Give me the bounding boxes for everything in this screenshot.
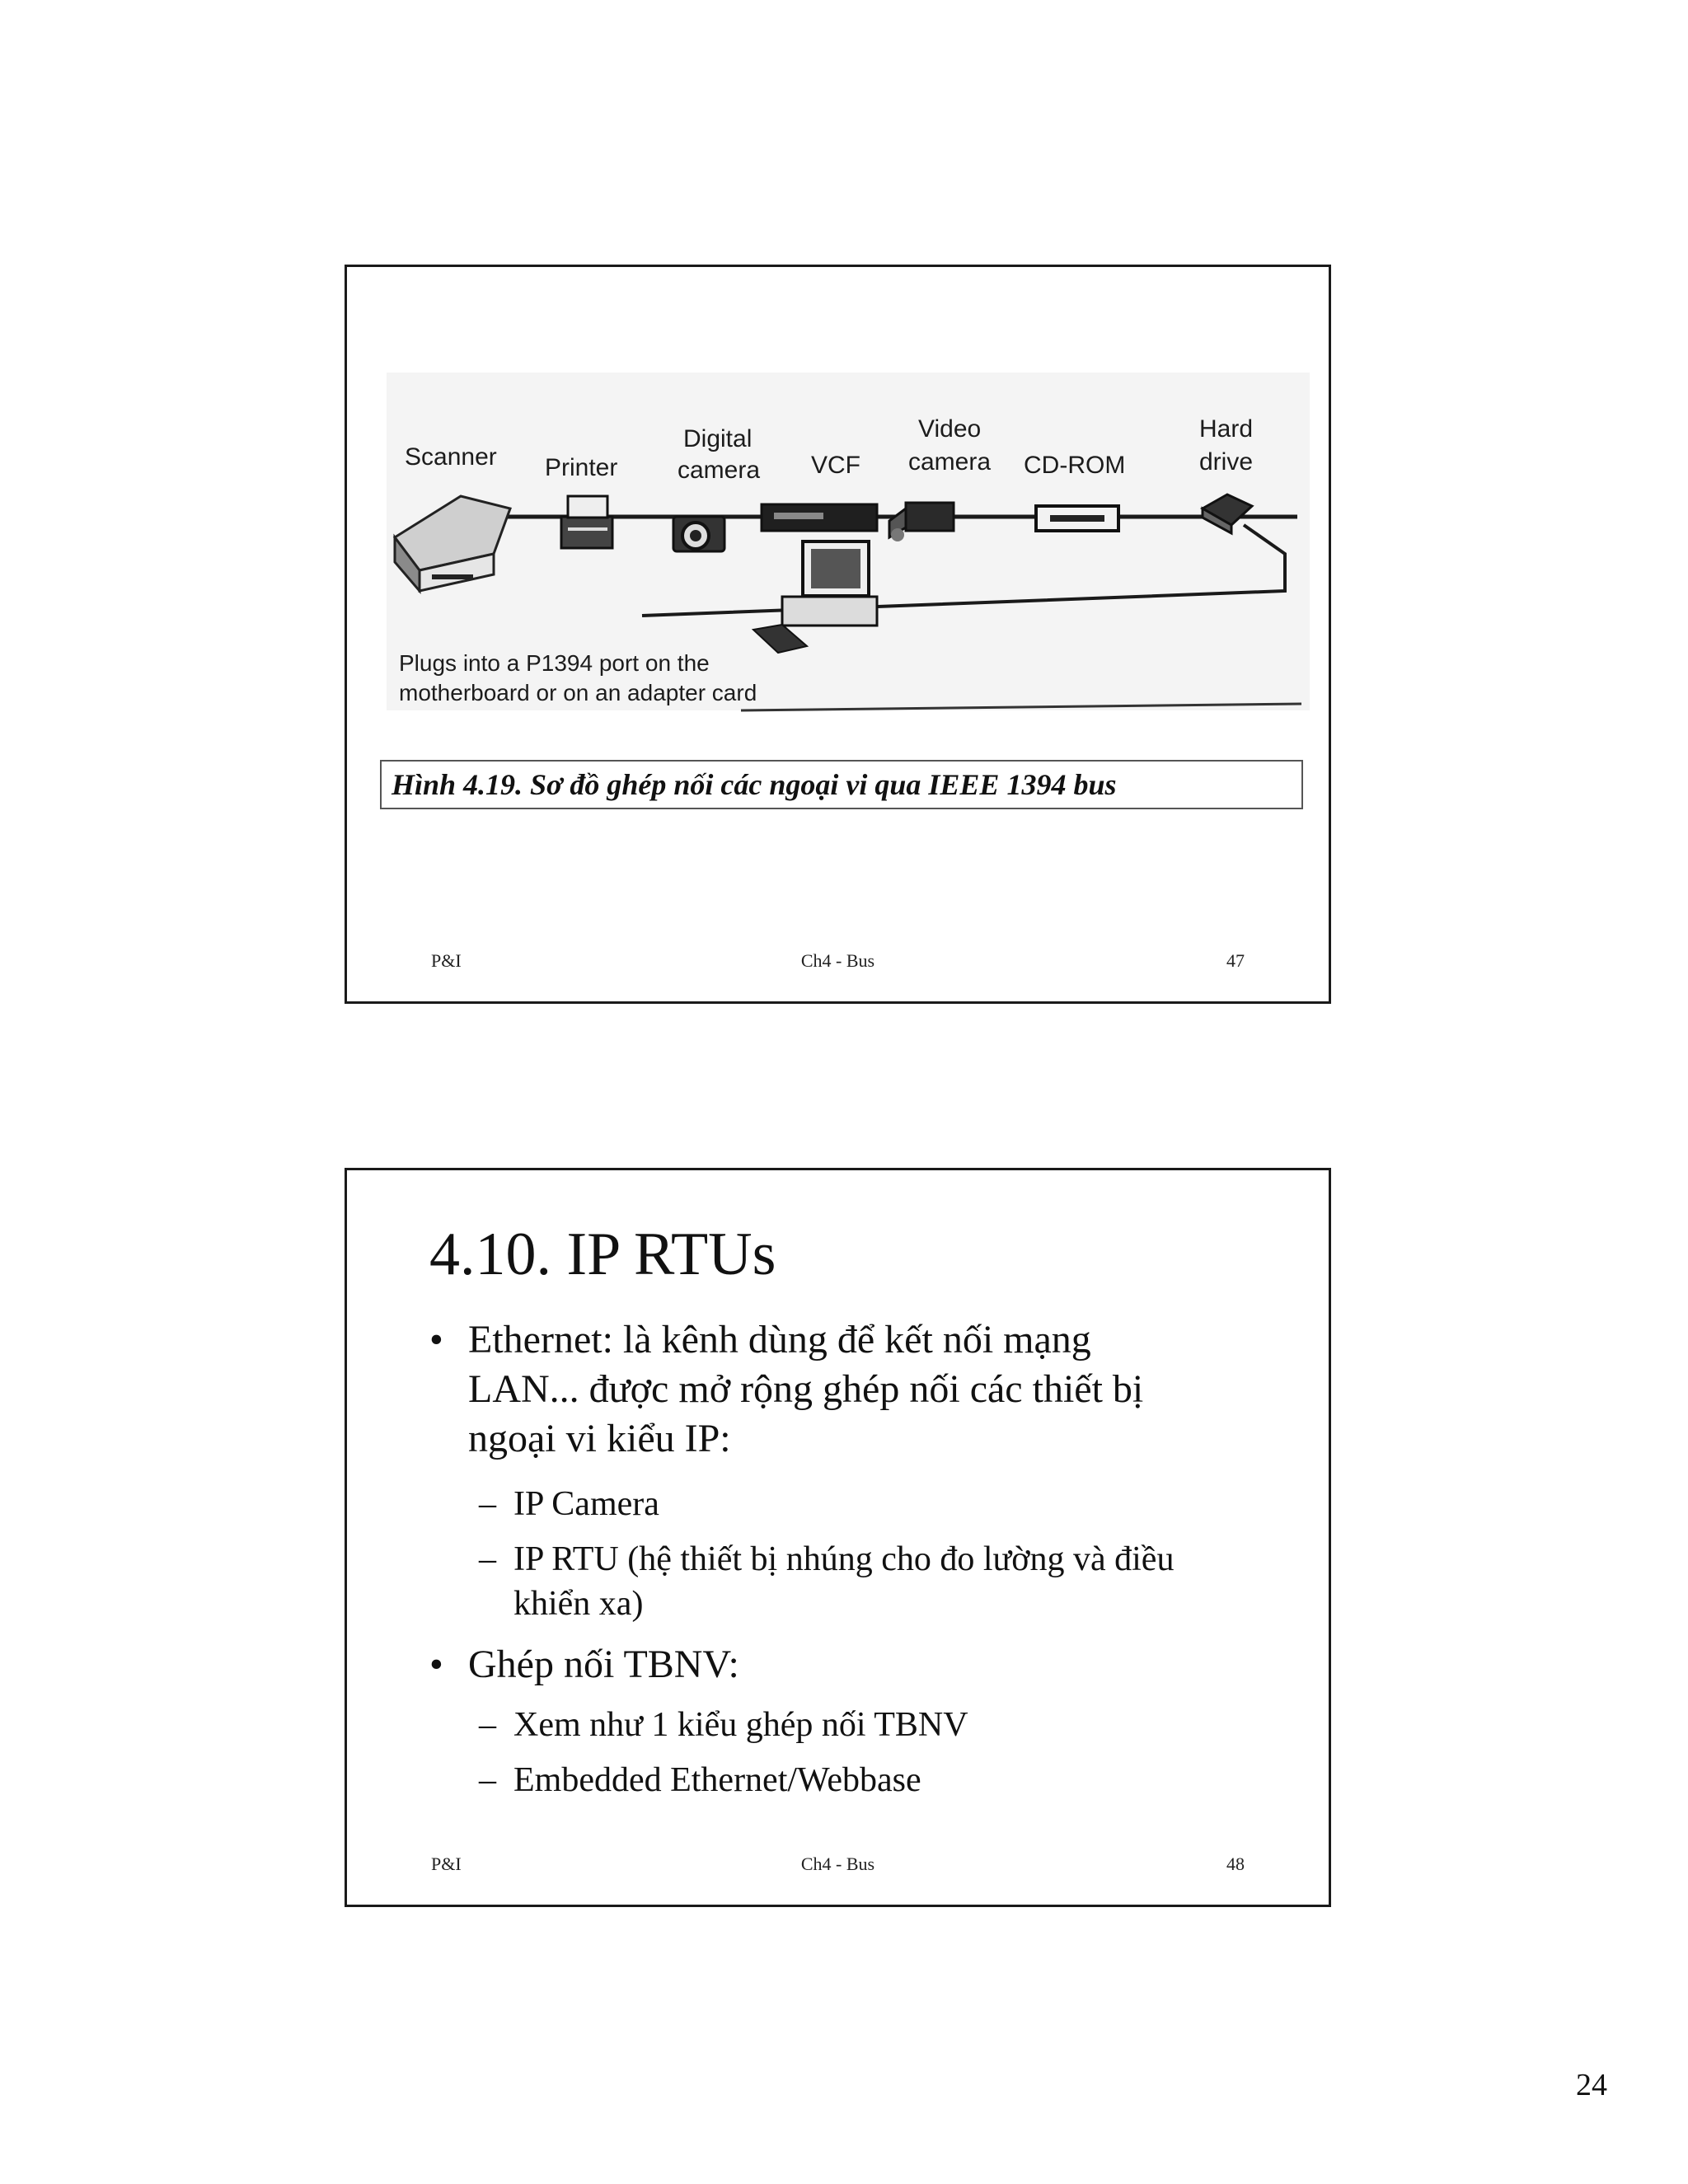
ieee1394-diagram: [370, 364, 1322, 719]
footer-page: 48: [1226, 1854, 1245, 1874]
sub-ip-rtu: [479, 1537, 1174, 1626]
label-video-camera-2: camera: [908, 448, 992, 476]
sub-ip-camera: [479, 1482, 659, 1526]
bullet-line: LAN... được mở rộng ghép nối các thiết bị: [468, 1367, 1144, 1411]
bullet-line: Ethernet: là kênh dùng để kết nối mạng: [468, 1318, 1091, 1361]
label-digital-camera-1: Digital: [683, 425, 753, 452]
sub-line: Xem như 1 kiểu ghép nối TBNV: [513, 1706, 968, 1744]
bullet-mark: •: [429, 1318, 443, 1361]
footer-center: Ch4 - Bus: [800, 950, 875, 971]
diagram-svg: [370, 364, 1322, 719]
sub-line: khiển xa): [513, 1585, 644, 1623]
label-hard-drive-1: Hard: [1199, 415, 1254, 443]
vcf-icon: [762, 504, 877, 531]
bullet-ghep-noi: [429, 1640, 739, 1690]
label-scanner: Scanner: [405, 443, 497, 471]
slide-48: [345, 1168, 1331, 1907]
sub-embedded: [479, 1758, 921, 1802]
dash-mark: –: [479, 1761, 496, 1799]
footer-left: P&I: [431, 1854, 462, 1874]
sub-line: IP RTU (hệ thiết bị nhúng cho đo lường và điều: [513, 1540, 1175, 1578]
label-hard-drive-2: drive: [1199, 448, 1254, 476]
dash-mark: –: [479, 1706, 496, 1744]
figure-caption-box: [380, 760, 1303, 809]
footer-page: 47: [1226, 950, 1245, 971]
bullet-ethernet: [429, 1315, 1143, 1464]
bullet-mark: •: [429, 1643, 443, 1686]
bullet-line: ngoại vi kiểu IP:: [468, 1417, 731, 1460]
cdrom-icon: [1036, 506, 1118, 531]
label-note-2: motherboard or on an adapter card: [399, 680, 757, 705]
label-printer: Printer: [545, 454, 618, 481]
dash-mark: –: [479, 1485, 496, 1523]
sub-xem-nhu: [479, 1703, 968, 1747]
label-digital-camera-2: camera: [678, 457, 761, 484]
footer-center: Ch4 - Bus: [800, 1854, 875, 1874]
bullet-line: Ghép nối TBNV:: [468, 1643, 739, 1686]
footer-left: P&I: [431, 950, 462, 971]
slide-title: 4.10. IP RTUs: [429, 1221, 776, 1288]
label-cdrom: CD-ROM: [1024, 452, 1126, 479]
label-note-1: Plugs into a P1394 port on the: [399, 650, 710, 676]
document-page-number: 24: [1576, 2068, 1607, 2102]
dash-mark: –: [479, 1540, 496, 1578]
figure-caption: Hình 4.19. Sơ đồ ghép nối các ngoại vi qua IEEE 1394 bus: [392, 768, 1117, 801]
label-video-camera-1: Video: [918, 415, 982, 443]
sub-line: Embedded Ethernet/Webbase: [513, 1761, 921, 1799]
slide-47: [345, 265, 1331, 1004]
sub-line: IP Camera: [513, 1485, 659, 1523]
digital-camera-icon: [673, 517, 724, 551]
label-vcf: VCF: [811, 452, 860, 479]
printer-icon: [561, 496, 612, 548]
